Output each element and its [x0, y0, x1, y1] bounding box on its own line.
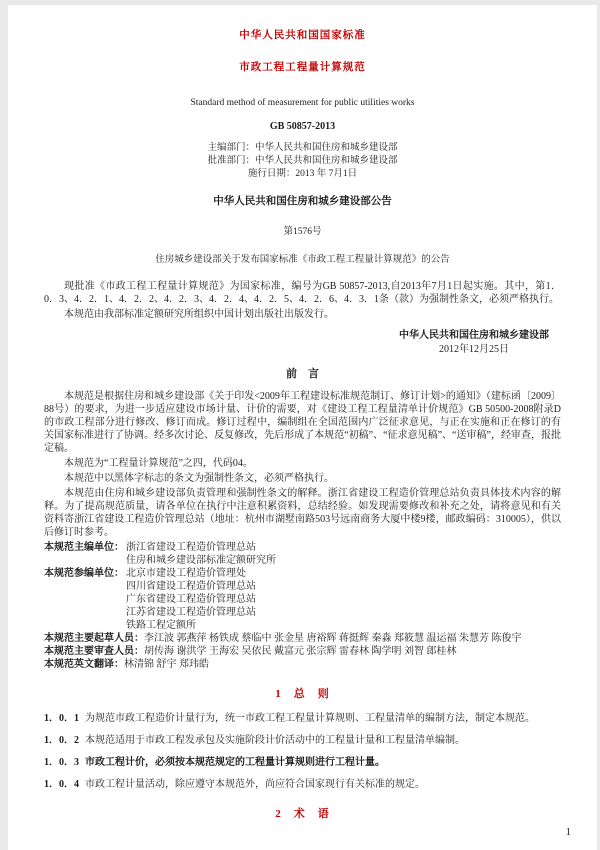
foreword-paragraph: 本规范为“工程量计算规范”之四，代码04。 [64, 458, 253, 469]
clause-1-0-3 [44, 756, 561, 769]
unit-row [44, 619, 561, 632]
translators-row [44, 658, 561, 671]
unit-value: 江苏省建设工程造价管理总站 [126, 607, 256, 618]
clause-1-0-4 [44, 778, 561, 791]
announcement-paragraph: 本规范由我部标准定额研究所组织中国计划出版社出版发行。 [64, 309, 334, 320]
unit-value: 浙江省建设工程造价管理总站 [126, 542, 256, 553]
reviewers-names: 胡传海 谢洪学 王海宏 吴依民 戴富元 张宗辉 雷春林 陶学明 刘智 郎桂林 [144, 646, 457, 657]
unit-value: 住房和城乡建设部标准定额研究所 [126, 555, 276, 566]
standard-title-en: Standard method of measurement for public utilities works [190, 98, 415, 108]
unit-label: 本规范参编单位： [44, 568, 124, 579]
unit-row [44, 567, 561, 580]
unit-label [44, 554, 126, 567]
page-number: 1 [565, 826, 571, 838]
approval-dept-line: 批准部门：中华人民共和国住房和城乡建设部 [207, 156, 398, 166]
announcement-paragraph: 现批准《市政工程工程量计算规范》为国家标准，编号为GB 50857-2013,自2013年7月1日起实施。其中，第1．0．3、4．2．1、4．2．2、4．2．3、4．2．4、4．2．5、4．2．6、4．3．1条（款）为强制性条文，必须严格执行。 [44, 281, 561, 305]
document-page [8, 5, 597, 850]
chapter1-heading: 1 总 则 [275, 688, 330, 700]
effective-date-line: 施行日期：2013 年 7月1日 [247, 169, 358, 179]
clause-1-0-1 [44, 712, 561, 725]
foreword-paragraph: 本规范由住房和城乡建设部负责管理和强制性条文的解释。浙江省建设工程造价管理总站负责具体技术内容的解释。为了提高规范质量，请各单位在执行中注意积累资料，总结经验。如发现需要修改和补充之处，请将意见和有关资料寄浙江省建设工程造价管理总站（地址：杭州市湖墅南路503号远南商务大厦中楼9楼，邮政编码：310005），供以后修订时参考。 [44, 488, 561, 538]
announcement-title: 中华人民共和国住房和城乡建设部公告 [213, 196, 392, 207]
clause-number: 1．0．4 [44, 779, 79, 790]
unit-label [44, 619, 126, 632]
standard-code: GB 50857-2013 [269, 121, 336, 132]
clause-text: 本规范适用于市政工程发承包及实施阶段计价活动中的工程量计量和工程量清单编制。 [85, 735, 465, 746]
clause-number: 1．0．1 [44, 713, 79, 724]
announcement-subject: 住房城乡建设部关于发布国家标准《市政工程工程量计算规范》的公告 [155, 255, 450, 265]
chief-dept-line: 主编部门：中华人民共和国住房和城乡建设部 [207, 143, 398, 153]
foreword-paragraph: 本规范中以黑体字标志的条文为强制性条文，必须严格执行。 [64, 473, 334, 484]
unit-value: 四川省建设工程造价管理总站 [126, 581, 256, 592]
unit-value: 广东省建设工程造价管理总站 [126, 594, 256, 605]
unit-value: 铁路工程定额所 [126, 620, 196, 631]
national-standard-label: 中华人民共和国国家标准 [239, 30, 366, 41]
reviewers-row [44, 645, 561, 658]
drafters-names: 李江波 郭燕萍 杨铁成 蔡临中 张金星 唐裕辉 蒋挺辉 秦淼 郑筱慧 温运福 朱慧芳 陈俊宇 [144, 633, 522, 644]
drafters-label: 本规范主要起草人员： [44, 633, 144, 644]
unit-row [44, 580, 561, 593]
chapter2-heading: 2 术 语 [275, 808, 330, 820]
unit-row [44, 554, 561, 567]
clause-1-0-2 [44, 734, 561, 747]
unit-label [44, 580, 126, 593]
clause-number: 1．0．2 [44, 735, 79, 746]
standard-title-cn: 市政工程工程量计算规范 [239, 62, 366, 73]
unit-label: 本规范主编单位： [44, 542, 124, 553]
signature-date: 2012年12月25日 [439, 344, 509, 355]
signature-name: 中华人民共和国住房和城乡建设部 [399, 330, 549, 341]
clause-text: 市政工程计价，必须按本规范规定的工程量计算规则进行工程计量。 [85, 757, 385, 768]
unit-value: 北京市建设工程造价管理处 [126, 568, 246, 579]
translators-label: 本规范英文翻译： [44, 659, 124, 670]
announcement-number: 第1576号 [283, 227, 322, 237]
clause-text: 为规范市政工程造价计量行为，统一市政工程工程量计算规则、工程量清单的编制方法，制定本规范。 [85, 713, 535, 724]
unit-row [44, 593, 561, 606]
drafters-row [44, 632, 561, 645]
unit-row [44, 606, 561, 619]
clause-number: 1．0．3 [44, 757, 79, 768]
clause-text: 市政工程计量活动，除应遵守本规范外，尚应符合国家现行有关标准的规定。 [85, 779, 425, 790]
unit-label [44, 593, 126, 606]
unit-label [44, 606, 126, 619]
foreword-paragraph: 本规范是根据住房和城乡建设部《关于印发<2009年工程建设标准规范制订、修订计划>的通知》（建标函〔2009〕88号）的要求，为进一步适应建设市场计量、计价的需要，对《建设工程工程量清单计价规范》GB 50500-2008附录D的市政工程部分进行修改、修订而成。修订过程中，编制组在全国范围内广泛征求意见，与正在实施和正在修订的有关国家标准进行了协调。经多次讨论、反复修改，先后形成了本规范“初稿”、“征求意见稿”、“送审稿”，经审查，报批定稿。 [44, 391, 561, 454]
signature-block [44, 329, 549, 357]
unit-row [44, 541, 561, 554]
reviewers-label: 本规范主要审查人员： [44, 646, 144, 657]
foreword-heading: 前 言 [286, 368, 319, 380]
translators-names: 林清锦 舒宇 郑玮皓 [124, 659, 209, 670]
dept-lines [44, 142, 561, 181]
